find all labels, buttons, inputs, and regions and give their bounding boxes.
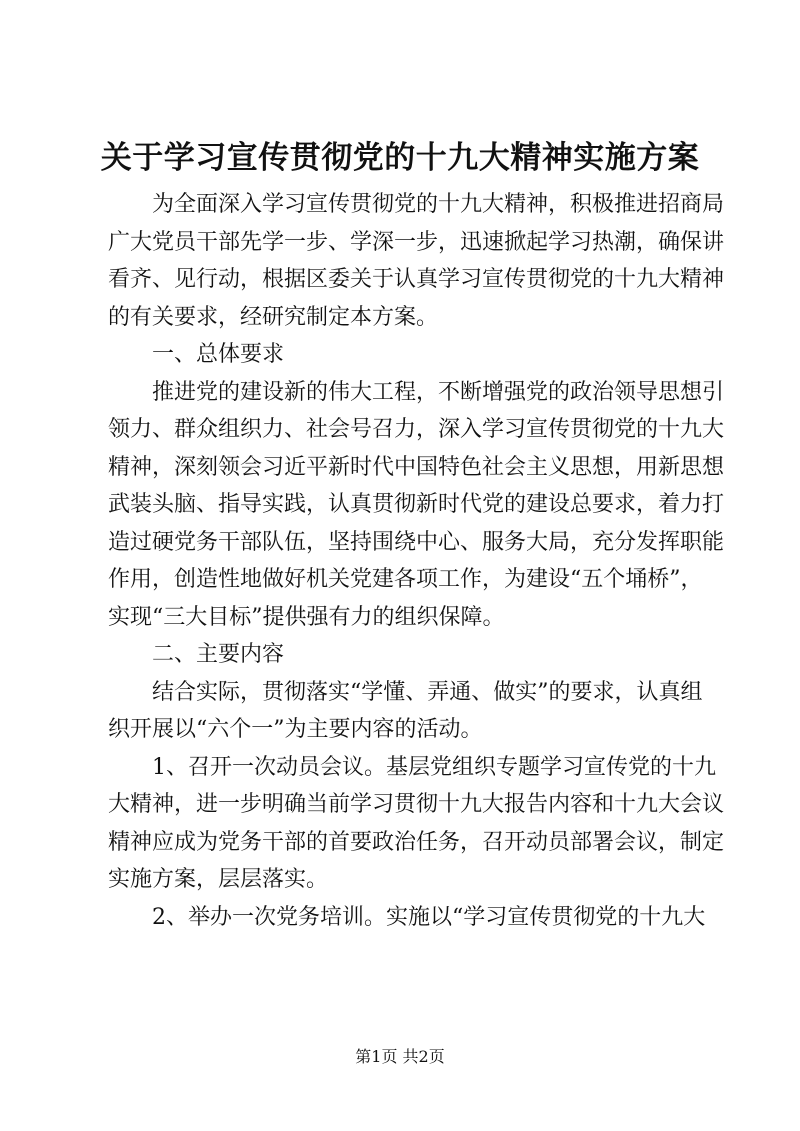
page-title: 关于学习宣传贯彻党的十九大精神实施方案 bbox=[100, 140, 700, 176]
section1-paragraph bbox=[108, 374, 725, 637]
text-line: 看齐、见行动，根据区委关于认真学习宣传贯彻党的十九大精神 bbox=[108, 267, 725, 292]
document-body bbox=[108, 186, 725, 936]
text-line: 为全面深入学习宣传贯彻党的十九大精神，积极推进招商局 bbox=[152, 192, 725, 217]
text-line: 实施方案，层层落实。 bbox=[108, 867, 329, 892]
text-line: 广大党员干部先学一步、学深一步，迅速掀起学习热潮，确保讲 bbox=[108, 229, 725, 255]
text-line: 的有关要求，经研究制定本方案。 bbox=[108, 304, 439, 330]
text-line: 织开展以“六个一”为主要内容的活动。 bbox=[108, 717, 483, 742]
text-line: 大精神，进一步明确当前学习贯彻十九大报告内容和十九大会议 bbox=[108, 792, 725, 817]
list-item-1 bbox=[108, 749, 725, 899]
text-line: 实现“三大目标”提供强有力的组织保障。 bbox=[108, 604, 505, 630]
section2-paragraph bbox=[108, 674, 703, 749]
page-number: 第1页 共2页 bbox=[355, 1047, 445, 1066]
section-heading-1: 一、总体要求 bbox=[152, 342, 285, 367]
text-line: 作用，创造性地做好机关党建各项工作，为建设“五个埇桥”， bbox=[108, 567, 703, 592]
text-line: 造过硬党务干部队伍，坚持围绕中心、服务大局，充分发挥职能 bbox=[108, 529, 725, 555]
section-heading-2: 二、主要内容 bbox=[152, 642, 285, 667]
text-line: 精神，深刻领会习近平新时代中国特色社会主义思想，用新思想 bbox=[108, 454, 725, 480]
intro-paragraph bbox=[108, 186, 725, 336]
text-line: 结合实际，贯彻落实“学懂、弄通、做实”的要求，认真组 bbox=[152, 679, 703, 705]
list-item-2 bbox=[108, 899, 706, 937]
text-line: 推进党的建设新的伟大工程，不断增强党的政治领导思想引 bbox=[152, 379, 725, 405]
text-line: 2、举办一次党务培训。实施以“学习宣传贯彻党的十九大 bbox=[152, 904, 706, 930]
text-line: 精神应成为党务干部的首要政治任务，召开动员部署会议，制定 bbox=[108, 829, 725, 855]
text-line: 武装头脑、指导实践，认真贯彻新时代党的建设总要求，着力打 bbox=[108, 492, 725, 517]
text-line: 1、召开一次动员会议。基层党组织专题学习宣传党的十九 bbox=[152, 754, 716, 780]
text-line: 领力、群众组织力、社会号召力，深入学习宣传贯彻党的十九大 bbox=[108, 417, 725, 442]
